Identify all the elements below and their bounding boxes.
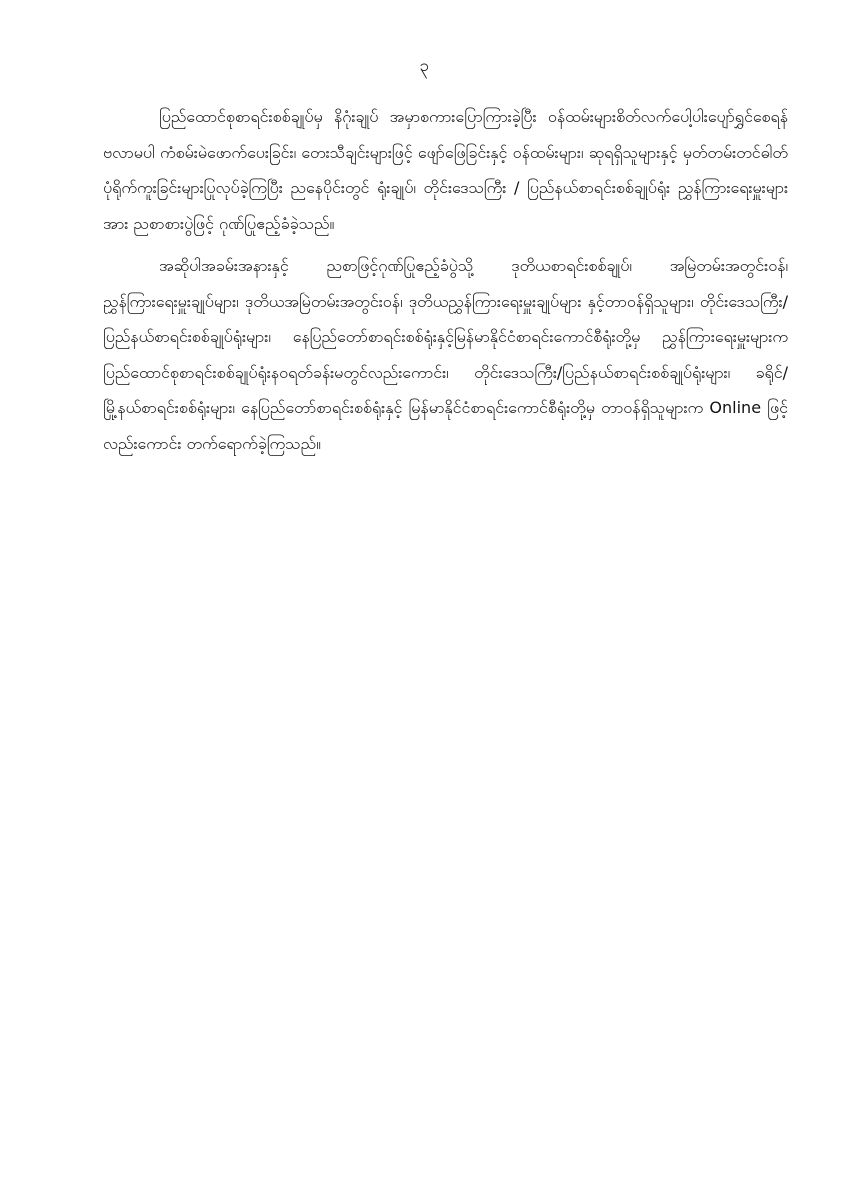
paragraph-2: အဆိုပါအခမ်းအနားနှင့် ညစာဖြင့်ဂုဏ်ပြုဧည့်ခံပွဲသို့ ဒုတိယစာရင်းစစ်ချုပ်၊ အမြဲတမ်းအတွင်းဝန်၊ ညွှန်ကြားရေးမှူးချုပ်များ၊ ဒုတိယအမြဲတမ်းအတွင်းဝန်၊ ဒုတိယညွှန်ကြားရေးမှူးချုပ်များ နှင့်တာဝန်ရှိသူများ၊ တိုင်းဒေသကြီး/ ပြည်နယ်စာရင်းစစ်ချုပ်ရုံးများ၊ နေပြည်တော်စာရင်းစစ်ရုံးနှင့်မြန်မာနိုင်ငံစာရင်းကောင်စီရုံးတို့မှ ညွှန်ကြားရေးမှူးများက ပြည်ထောင်စုစာရင်းစစ်ချုပ်ရုံးနဝရတ်ခန်းမတွင်လည်းကောင်း၊ တိုင်းဒေသကြီး/ပြည်နယ်စာရင်းစစ်ချုပ်ရုံးများ၊ ခရိုင်/ မြို့နယ်စာရင်းစစ်ရုံးများ၊ နေပြည်တော်စာရင်းစစ်ရုံးနှင့် မြန်မာနိုင်ငံစာရင်းကောင်စီရုံးတို့မှ တာဝန်ရှိသူများက Online ဖြင့် လည်းကောင်း တက်ရောက်ခဲ့ကြသည်။ <box>103 256 788 453</box>
paragraph-1: ပြည်ထောင်စုစာရင်းစစ်ချုပ်မှ နိဂုံးချုပ် အမှာစကားပြောကြားခဲ့ပြီး ဝန်ထမ်းများစိတ်လက်ပေါ့ပါးပျော်ရွှင်စေရန် ဗလာမပါ ကံစမ်းမဲဖောက်ပေးခြင်း၊ တေးသီချင်းများဖြင့် ဖျော်ဖြေခြင်းနှင့် ဝန်ထမ်းများ၊ ဆုရရှိသူများနှင့် မှတ်တမ်းတင်ဓါတ်ပုံရိုက်ကူးခြင်းများပြုလုပ်ခဲ့ကြပြီး ညနေပိုင်းတွင် ရုံးချုပ်၊ တိုင်းဒေသကြီး / ပြည်နယ်စာရင်းစစ်ချုပ်ရုံး ညွှန်ကြားရေးမှူးများအား ညစာစားပွဲဖြင့် ဂုဏ်ပြုဧည့်ခံခဲ့သည်။ <box>103 107 788 233</box>
page-number: ၃ <box>419 56 430 76</box>
body-text <box>103 99 788 468</box>
